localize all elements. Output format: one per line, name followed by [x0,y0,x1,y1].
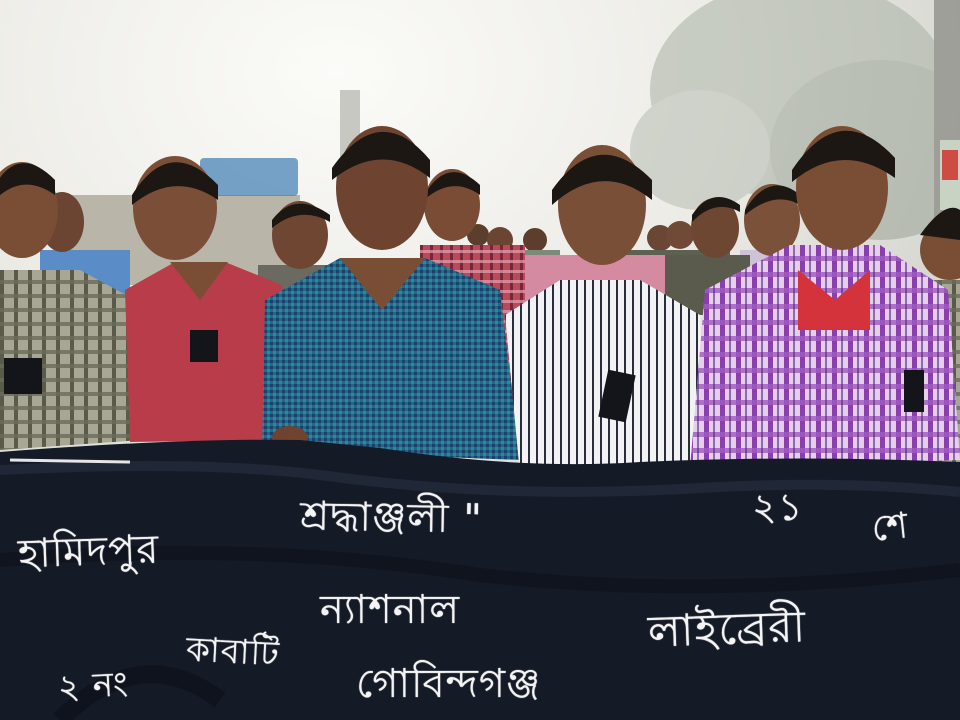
banner-text-library: লাইব্রেরী [647,601,807,658]
banner-text-21: ২১ [752,485,804,529]
banner-text-she: শে [869,505,911,550]
banner-text-tribute: শ্রদ্ধাঞ্জলী " [299,493,483,543]
banner-text-national: ন্যাশনাল [320,587,461,633]
banner-text-gobindaganj: গোবিন্দগঞ্জ [356,661,542,707]
banner-text-no-2: ২ নং [56,664,130,708]
banner-text-hamidpur: হামিদপুর [17,526,161,578]
banner-text-kabati: কাবাটি [185,629,281,675]
